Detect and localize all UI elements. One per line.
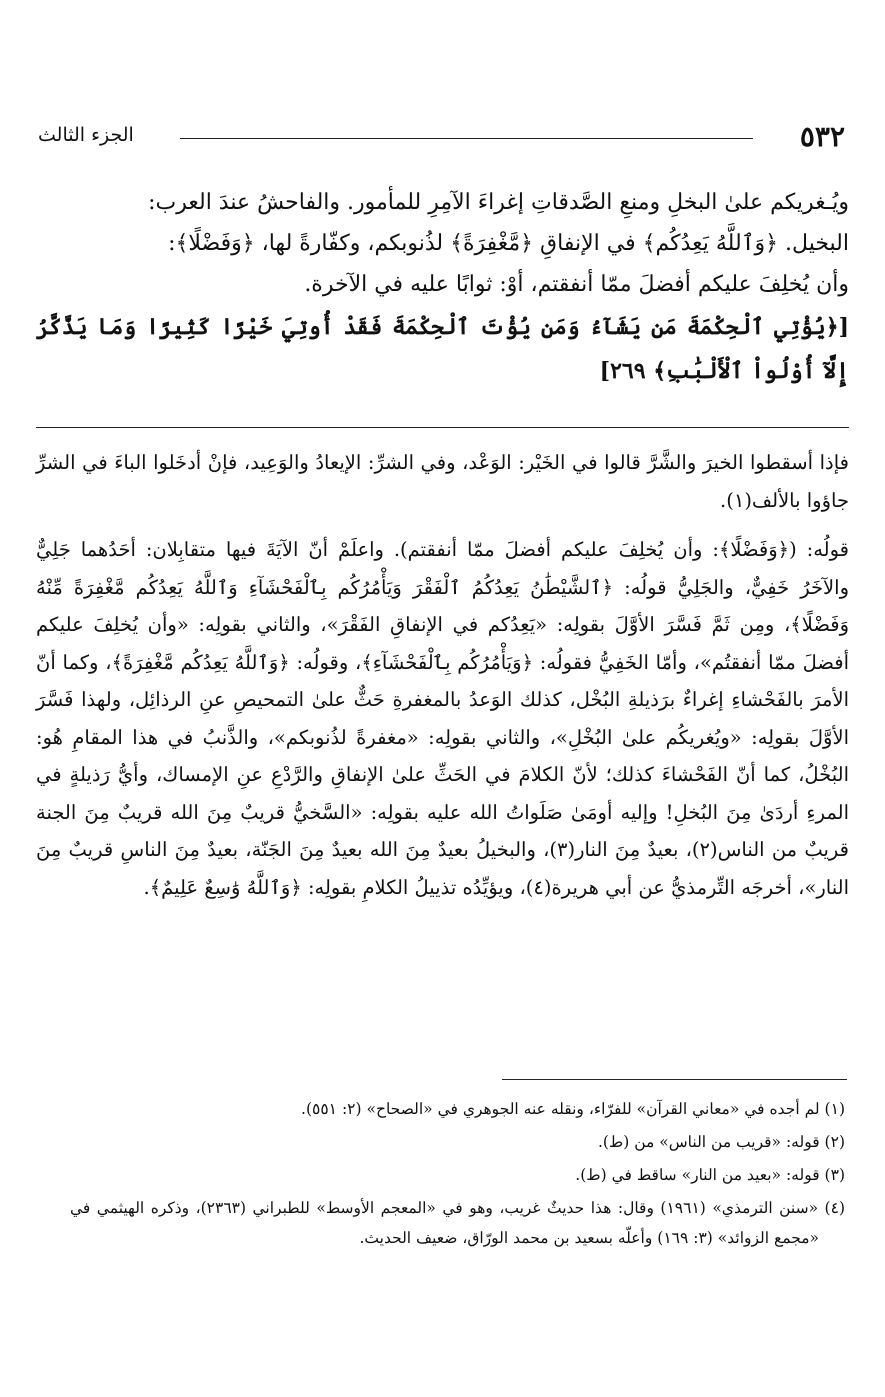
commentary-paragraph: قولُه: (﴿وَفَضْلًا﴾: وأن يُخلِفَ عليكم أفضلَ ممّا أنفقتم). واعلَمْ أنّ الآيَةَ فيها متقابِلان: أحَدُهما جَلِيٌّ والآخَرُ خَفِيٌّ، والجَلِيُّ قولُه: ﴿ٱلشَّيْطَٰنُ يَعِدُكُمُ ٱلْفَقْرَ وَيَأْمُرُكُم بِٱلْفَحْشَآءِ وَٱللَّهُ يَعِدُكُم مَّغْفِرَةً مِّنْهُ وَفَضْلًا﴾، ومِن ثَمَّ فَسَّرَ الأوَّلَ بقولِه: «يَعِدُكم في الإنفاقِ الفَقْرَ»، والثاني بقولِه: «وأن يُخلِفَ عليكم أفضلَ ممّا أنفقتُم»، وأمّا الخَفِيُّ فقولُه: ﴿وَيَأْمُرُكُم بِٱلْفَحْشَآءِ﴾، وقولُه: ﴿وَٱللَّهُ يَعِدُكُم مَّغْفِرَةً﴾، وكما أنّ الأمرَ بالفَحْشاءِ إغراءٌ برَذيلةِ البُخْل، كذلك الوَعدُ بالمغفرةِ حَثٌّ علىٰ التمحيصِ عنِ الرذائِل، ولهذا فَسَّرَ الأوَّلَ بقولِه: «ويُغريكُم علىٰ البُخْلِ»، والثاني بقولِه: «مغفرةً لذُنوبكم»، والذَّنبُ في هذا المقامِ هُو: البُخْلُ، كما أنّ الفَحْشاءَ كذلك؛ لأنّ الكلامَ في الحَثِّ علىٰ الإنفاقِ والرَّدْعِ عنِ الإمساك، وأيُّ رَذيلةٍ في المرءِ أردَىٰ مِنَ البُخلِ! وإليه أومَىٰ صَلَواتُ الله عليه بقولِه: «السَّخيُّ قريبٌ مِنَ الله قريبٌ مِنَ الجنة قريبٌ من الناس(٢)، بعيدٌ مِنَ النار(٣)، والبخيلُ بعيدٌ مِنَ الله بعيدٌ مِنَ الجَنّة، بعيدٌ مِنَ الناسِ قريبٌ مِنَ النار»، أخرجَه التِّرمذيُّ عن أبي هريرة(٤)، ويؤيِّدُه تذييلُ الكلامِ بقولِه: ﴿وَٱللَّهُ وَٰسِعٌ عَلِيمٌ﴾. — [36, 538, 849, 899]
footnote: (٣) قوله: «بعيد من النار» ساقط في (ط). — [575, 1166, 845, 1184]
footnote: (٢) قوله: «قريب من الناس» من (ط). — [597, 1133, 845, 1151]
section-divider — [36, 427, 849, 428]
commentary-text — [36, 444, 849, 906]
footnotes — [70, 1094, 845, 1253]
main-text-line: البخيل. ﴿وَٱللَّهُ يَعِدُكُم﴾ في الإنفاقِ ﴿مَّغْفِرَةً﴾ لذُنوبكم، وكفّارةً لها، ﴿وَفَضْلًا﴾: — [168, 231, 849, 256]
main-text-line: ويُـغريكم علىٰ البخلِ ومنعِ الصَّدقاتِ إغراءَ الآمِرِ للمأمور. والفاحشُ عندَ العرب: — [148, 190, 849, 215]
main-text — [36, 182, 849, 393]
commentary-paragraph: فإذا أسقطوا الخيرَ والشَّرَّ قالوا في الخَيْر: الوَعْد، وفي الشرِّ: الإيعادُ والوَعِيد، فإنْ أدخَلوا الباءَ في الشرِّ جاؤوا بالألف(١). — [36, 451, 849, 512]
page-number: ٥٣٢ — [799, 120, 845, 153]
footnote-rule — [502, 1079, 847, 1080]
main-text-line: وأن يُخلِفَ عليكم أفضلَ ممّا أنفقتم، أوْ: ثوابًا عليه في الآخرة. — [304, 272, 849, 297]
quran-verse: [﴿يُؤْتِي ٱلْحِكْمَةَ مَن يَشَآءُ وَمَن يُؤْتَ ٱلْحِكْمَةَ فَقَدْ أُوتِيَ خَيْرًا كَثِيرًا وَمَا يَذَّكَّرُ إِلَّآ أُوْلُواْ ٱلْأَلْبَٰبِ﴾ ٢٦٩] — [36, 314, 849, 384]
header-rule — [180, 138, 753, 139]
part-title: الجزء الثالث — [38, 124, 134, 146]
footnote: (١) لم أجده في «معاني القرآن» للفرّاء، ونقله عنه الجوهري في «الصحاح» (٢: ٥٥١). — [301, 1100, 845, 1118]
footnote: (٤) «سنن الترمذي» (١٩٦١) وقال: هذا حديثٌ غريب، وهو في «المعجم الأوسط» للطبراني (٢٣٦٣)، وذكره الهيثمي في «مجمع الزوائد» (٣: ١٦٩) وأعلّه بسعيد بن محمد الورّاق، ضعيف الحديث. — [70, 1199, 845, 1247]
page-header — [32, 118, 853, 158]
